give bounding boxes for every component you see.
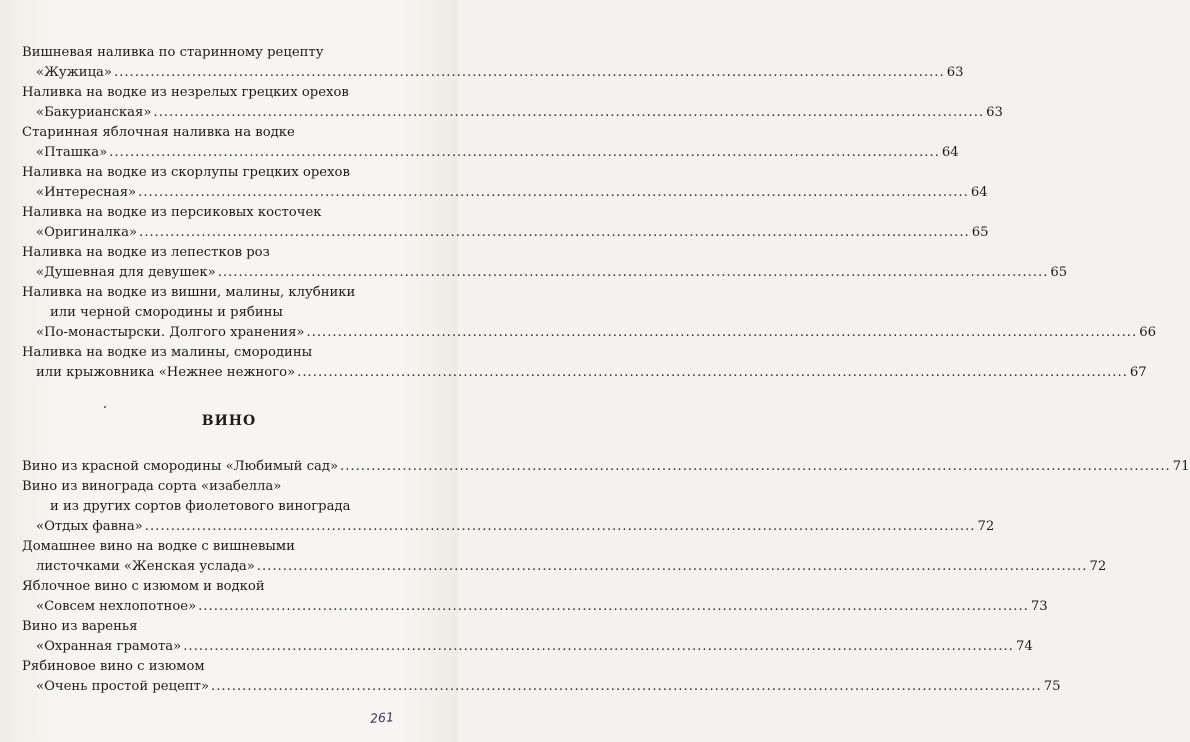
- dot-leader: ................................................................................................................................................................: [139, 225, 970, 240]
- toc-entry-text: Старинная яблочная наливка на водке: [22, 125, 295, 140]
- toc-entry-text: «Оригиналка»: [36, 225, 138, 240]
- dot-leader: ................................................................................................................................................................: [340, 459, 1171, 474]
- toc-entry-text: Наливка на водке из лепестков роз: [22, 245, 270, 260]
- toc-entry-line: [22, 597, 1048, 617]
- toc-page-number: 73: [1030, 599, 1048, 614]
- toc-entry-line: [22, 263, 1068, 283]
- toc-entry-text: или черной смородины и рябины: [50, 305, 283, 320]
- toc-entry: [22, 537, 1107, 577]
- dot-leader: ................................................................................................................................................................: [113, 65, 945, 80]
- toc-entry-line: [22, 517, 995, 537]
- toc-entry-line: [22, 123, 400, 143]
- toc-page-number: 74: [1015, 639, 1033, 654]
- dot-leader: ................................................................................................................................................................: [256, 559, 1088, 574]
- toc-entry-text: «Бакурианская»: [36, 105, 152, 120]
- toc-page-number: 72: [977, 519, 995, 534]
- dot-leader: ................................................................................................................................................................: [144, 519, 976, 534]
- toc-entry-line: [22, 457, 1190, 477]
- toc-page-number: 63: [946, 65, 964, 80]
- toc-entry: [22, 203, 989, 243]
- toc-entry: [22, 343, 1147, 383]
- toc-entry-text: листочками «Женская услада»: [36, 559, 255, 574]
- toc-entry-line: [22, 283, 400, 303]
- toc-page-number: 72: [1089, 559, 1107, 574]
- toc-entry-text: «Интересная»: [36, 185, 137, 200]
- toc-entry-line: [22, 43, 400, 63]
- toc-entry-text: Вино из красной смородины «Любимый сад»: [22, 459, 339, 474]
- toc-page-number: 63: [986, 105, 1003, 120]
- toc-entry-line: [22, 657, 400, 677]
- toc-entry-text: или крыжовника «Нежнее нежного»: [36, 365, 296, 380]
- toc-entry: [22, 477, 995, 537]
- toc-page-number: 66: [1139, 325, 1156, 340]
- toc-entry-text: Наливка на водке из персиковых косточек: [22, 205, 322, 220]
- toc-entry-line: [22, 83, 400, 103]
- toc-entry-text: «Очень простой рецепт»: [36, 679, 210, 694]
- toc-entry-line: [22, 637, 1033, 657]
- toc-entry-line: [22, 577, 400, 597]
- toc-entry: [22, 43, 964, 83]
- toc-entry-line: [22, 617, 400, 637]
- dot-leader: ................................................................................................................................................................: [211, 679, 1042, 694]
- toc-page-number: 67: [1129, 365, 1147, 380]
- toc-section-nalivki: [22, 43, 1156, 383]
- toc-entry-text: «Отдых фавна»: [36, 519, 143, 534]
- toc-entry-line: [22, 103, 1003, 123]
- toc-entry-line: [22, 537, 400, 557]
- dot-leader: ................................................................................................................................................................: [217, 265, 1049, 280]
- toc-entry-text: Наливка на водке из вишни, малины, клубники: [22, 285, 356, 300]
- toc-entry: [22, 457, 1190, 477]
- dot-leader: ................................................................................................................................................................: [198, 599, 1029, 614]
- toc-entry: [22, 83, 1003, 123]
- toc-entry-line: [22, 477, 400, 497]
- toc-page-number: 65: [971, 225, 989, 240]
- toc-entry-line: [22, 343, 400, 363]
- toc-entry-line: [22, 143, 959, 163]
- toc-entry-text: Домашнее вино на водке с вишневыми: [22, 539, 295, 554]
- toc-entry-line: [22, 163, 400, 183]
- toc-page-number: 64: [970, 185, 988, 200]
- dot-leader: ................................................................................................................................................................: [183, 639, 1014, 654]
- toc-entry-text: Наливка на водке из незрелых грецких орехов: [22, 85, 349, 100]
- toc-entry-text: Яблочное вино с изюмом и водкой: [22, 579, 265, 594]
- page-number: 261: [369, 709, 395, 726]
- toc-entry: [22, 123, 959, 163]
- dot-leader: ................................................................................................................................................................: [297, 365, 1128, 380]
- dot-leader: ................................................................................................................................................................: [153, 105, 985, 120]
- toc-page-number: 71: [1172, 459, 1190, 474]
- toc-entry-line: [22, 223, 989, 243]
- toc-entry: [22, 283, 1156, 343]
- toc-entry-text: Наливка на водке из малины, смородины: [22, 345, 313, 360]
- toc-entry-line: [22, 183, 988, 203]
- toc-entry-text: «Жужица»: [36, 65, 112, 80]
- toc-entry-line: [22, 677, 1061, 697]
- toc-entry-line: [22, 303, 400, 323]
- toc-entry-text: Наливка на водке из скорлупы грецких орехов: [22, 165, 350, 180]
- toc-entry-line: [22, 323, 1156, 343]
- toc-entry-line: [22, 203, 400, 223]
- toc-entry-text: Вино из варенья: [22, 619, 138, 634]
- toc-entry-line: [22, 243, 400, 263]
- toc-entry-text: «Пташка»: [36, 145, 108, 160]
- toc-entry-line: [22, 63, 964, 83]
- toc-page-number: 64: [941, 145, 959, 160]
- toc-entry: [22, 657, 1061, 697]
- toc-entry-line: [22, 557, 1107, 577]
- toc-entry-text: Вишневая наливка по старинному рецепту: [22, 45, 324, 60]
- toc-page-number: 75: [1043, 679, 1061, 694]
- toc-entry: [22, 243, 1068, 283]
- toc-entry-line: [22, 363, 1147, 383]
- toc-page-number: 65: [1050, 265, 1068, 280]
- toc-entry-text: «Охранная грамота»: [36, 639, 182, 654]
- dot-leader: ................................................................................................................................................................: [138, 185, 969, 200]
- toc-entry: [22, 163, 988, 203]
- toc-section-vino: [22, 457, 1190, 697]
- dot-leader: ................................................................................................................................................................: [109, 145, 940, 160]
- dot-leader: ................................................................................................................................................................: [306, 325, 1138, 340]
- section-title-vino: ВИНО: [201, 413, 257, 429]
- print-speck: [104, 406, 106, 408]
- toc-entry-text: «Совсем нехлопотное»: [36, 599, 197, 614]
- toc-entry-text: Рябиновое вино с изюмом: [22, 659, 205, 674]
- toc-entry-text: и из других сортов фиолетового винограда: [50, 499, 351, 514]
- toc-entry-text: «По-монастырски. Долгого хранения»: [36, 325, 305, 340]
- toc-entry-line: [22, 497, 400, 517]
- toc-entry-text: «Душевная для девушек»: [36, 265, 216, 280]
- toc-entry: [22, 617, 1033, 657]
- toc-entry-text: Вино из винограда сорта «изабелла»: [22, 479, 282, 494]
- toc-entry: [22, 577, 1048, 617]
